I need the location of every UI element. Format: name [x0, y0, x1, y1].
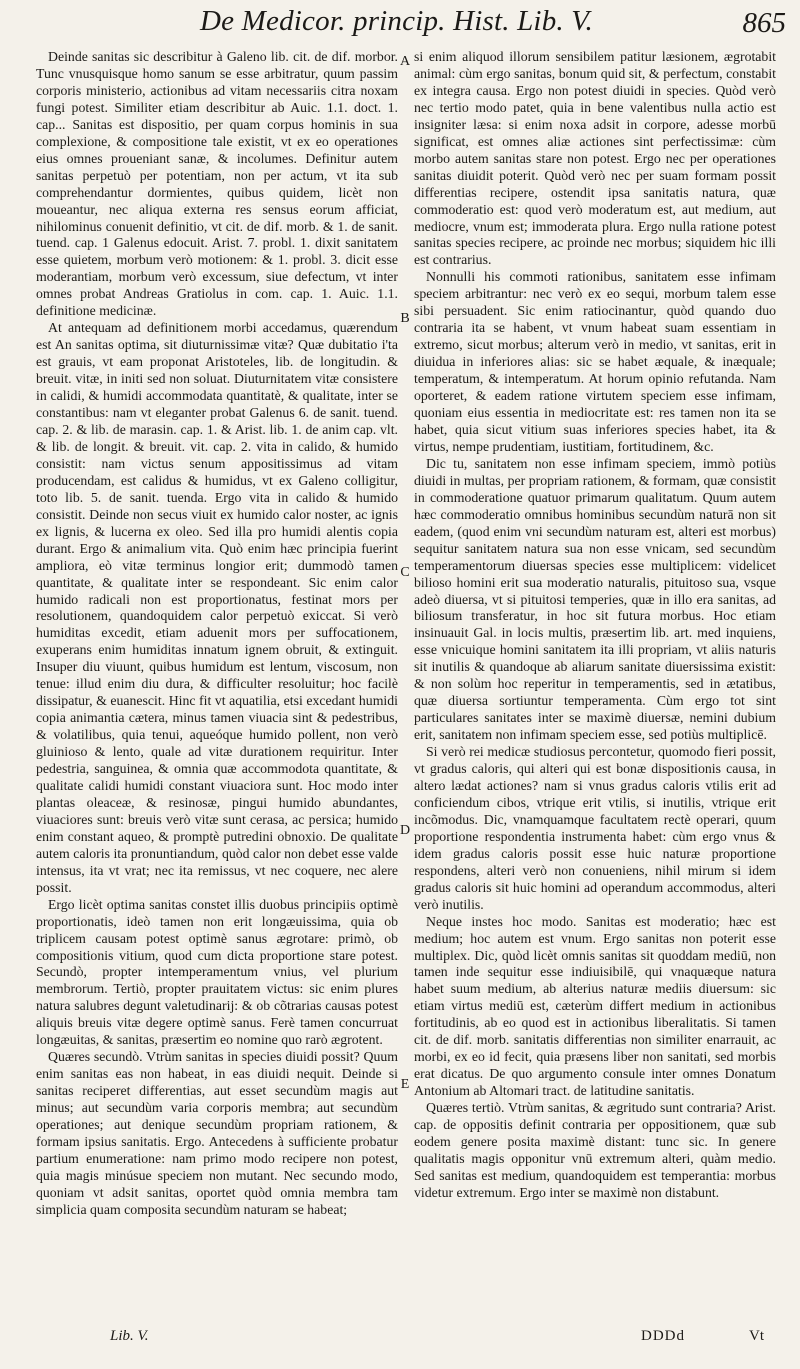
page-footer — [0, 1322, 800, 1362]
paragraph: Si verò rei medicæ studiosus percontetur, quomodo fieri possit, vt gradus caloris, qui alteri qui est bonæ dispositionis causa, in altero lædat actiones? nam si vnus gradus caloris vtilis erit ad conficiendum cibos, vtrique erit vtilis, si inutilis, vtrique erit incõmodus. Dic, vnamquamque facultatem rectè operari, quum proportione respondentia instrumenta habet: cùm ergo vnus & idem gradus caloris possit esse huic naturæ proportione respondens, alteri verò non conueniens, nihil mirum si idem gradus caloris sit huic homini ad operandum accommodus, alteri verò inutilis. — [414, 744, 776, 912]
paragraph: Ergo licèt optima sanitas constet illis duobus principiis optimè proportionatis, ideò tamen non erit longæuissima, quia ob triplicem causam potest optimè sanus ægrotare: primò, ob compositionis vitium, quod cum dicta proportione stare potest. Secundò, propter intemperamentum vnius, vel plurium membrorum. Tertiò, propter prauitatem victus: sic enim plures natura salubres degunt valetudinarij: & ob cõtrarias causas potest aliquis breuis vitæ degere optimè sanus. Ferè tamen concurruat longæuitas, & sanitas, præsertim eo nomine quo rarò ægrotent. — [36, 896, 398, 1048]
margin-letter-c: C — [400, 565, 410, 580]
margin-letter-d: D — [399, 823, 411, 838]
page-number: 865 — [742, 7, 786, 39]
right-column — [414, 49, 776, 1202]
paragraph: Quæres tertiò. Vtrùm sanitas, & ægritudo sunt contraria? Arist. cap. de oppositis definit contraria per oppositionem, quæ sub eodem genere posita maximè distant: tunc sic. In genere qualitatis magis opponitur vnū extremum alteri, quàm medio. Sed sanitas est medium, quandoquidem est temperantia: morbus videtur extremum. Ergo inter se maximè non distabunt. — [414, 1100, 776, 1200]
paragraph: Neque instes hoc modo. Sanitas est moderatio; hæc est medium; hoc autem est vnum. Ergo sanitas non poterit esse multiplex. Dic, quòd licèt omnis sanitas sit quoddam mediū, non tamen inde sequitur esse indiuisibilē, qui vnaquæque natura habet suum medium, ab alterius naturæ mediis diuersum: sic etiam virtus mediū est, cæterùm differt medium in actionibus fortitudinis, ab eo quod est in actionibus liberalitatis. Si tamen cit. de dif. morb. sanitatis differentias non similiter enarrauit, ac morbi, ex eo id fecit, quia præsens liber non sanitati, sed morbis erat dicatus. De quo argumento consule inter omnes Donatum Antonium ab Altomari tract. de latitudine sanitatis. — [414, 913, 776, 1099]
signature-mark: DDDd — [641, 1328, 685, 1344]
paragraph: si enim aliquod illorum sensibilem patitur læsionem, ægrotabit animal: cùm ergo sanitas, bonum quid sit, & perfectum, constabit ex integra causa. Ergo non potest diuidi in species. Quòd verò nec tertio modo patet, quia in bene valentibus nulla actio est insigniter læsa: si enim noxa adsit in corpore, adesse morbū significat, est omnes aliæ actiones sint perfectissimæ: cùm morbo autem sanitas stare non potest. Ergo nec per operationes sanitas diuidit poterit. Quòd verò nec per suam formam possit differentias recipere, ostendit ipsa sanitatis natura, quæ commoderatio est: quod verò moderatum est, aut medium, aut mediocre, vnum est; immoderata plura. Ergo nulla ratione potest sanitas species recipere, ac proinde nec morbus; siquidem hic illi est contrarius. — [414, 49, 776, 268]
paragraph: At antequam ad definitionem morbi accedamus, quærendum est An sanitas optima, sit diuturnissimæ vitæ? Quæ dubitatio i'ta est grauis, vt eam proponat Aristoteles, lib. de longitudin. & breuit. vitæ, in initi sed non soluat. Diuturnitatem vitæ consistere in calidi, & humidi accommodata quantitatè, & qualitate, inter se constantibus: nam vt eleganter probat Galenus 6. de sanit. tuend. cap. 2. & lib. de marasin. cap. 1. & Arist. lib. 1. de anim cap. vlt. & lib. de longit. & breuit. vit. cap. 2. vita in calido, & humido consistit: nam victus senum appositissimus ad vitam producendam, est calidus & humidus, vt ex Galeno colligitur, toto lib. 5. de sanit. tuenda. Ergo vita in calido & humido consistit. Deinde non secus viuit ex humido calor noster, ac ignis ex lignis, & lucerna ex oleo. Sed illa pro humidi alentis copia durant. Ergo & animalium vita. Quò enim hæc principia fuerint ampliora, eò vitæ terminus longior erit; dummodò tamen quantitate, & qualitate inter se respondeant. Sic enim calor humido radicali non est proportionatus, festinat mors per resolutionem, quandoquidem calor perpetuò exiccat. Si verò humiditas excedit, etiam aduenit mors per suffocationem, exuperans enim humiditas innatum ignem obruit, & extinguit. Insuper diu viuunt, quibus humidum est lentum, viscosum, non tenue: illud enim diu dura, & difficulter resoluitur; hoc facilè dissipatur, & euanescit. Hinc fit vt aquatilia, etsi excedant humidi copia animantia cætera, minus tamen viuacia sint & pedestribus, & volatilibus, quia tenui, aqueóque humido pollent, non verò gluinioso & lento, quale ad vitæ durationem requiritur. Inter pedestria, sanguinea, & omnia quæ accommodota quantitate, & qualitate calidi humidi constant viuaciora sunt. Hoc modo inter plantas oleaceæ, & resinosæ, pingui humido abundantes, viuaciores sunt: breuis verò vitæ sunt cerasa, ac persica; humido enim constant aqueo, & promptè putredini obnoxio. De qualitate autem caloris ita pronuntiandum, quòd calor non debet esse valde intensus, ita vt vrat; nec ita remissus, vt nec coquere, nec alere possit. — [36, 320, 398, 895]
paragraph: Nonnulli his commoti rationibus, sanitatem esse infimam speciem arbitrantur: nec verò ex eo sequi, morbum talem esse sibi persuadent. Sic enim ratiocinantur, quòd quando duo contraria ita se habent, vt vnum habeat suam essentiam in extremo, sicut morbus; alterum verò in medio, vt sanitas, erit in diuidua in inferiores alias: sic se habet æquale, & inæquale; temperatum, & intemperatum. At horum opinio refutanda. Nam oporteret, & eadem ratione virtutem speciem esse infimam, quoniam eius essentia in mediocritate est: res tamen non ita se habet, quia sicut vitium suas inferiores species habet, ita & virtus, nempe prudentiam, iustitiam, fortitudinem, &c. — [414, 269, 776, 454]
running-header — [0, 0, 800, 48]
paragraph: Deinde sanitas sic describitur à Galeno lib. cit. de dif. morbor. Tunc vnusquisque homo sanum se esse arbitratur, quum passim corporis ministerio, actionibus ad vitam necessariis citra noxam fungi potest. Similiter etiam describitur ab Auic. 1.1. doct. 1. cap... Sanitas est dispositio, per quam corpus hominis in sua complexione, & compositione tale existit, vt ex eo operationes eius omnes proueniant sanæ, & incolumes. Definitur autem sanitas perpetuò per potentiam, non per actum, vt ita sub comprehendantur dormientes, quibus quidem, licèt non moueantur, nec aliqua externa res sensus eorum afficiat, nihilominus conuenit definitio, vt cit. de dif. morb. & 1. de sanit. tuend. cap. 1 Galenus edocuit. Arist. 7. probl. 1. dixit sanitatem esse quietem, morbum verò motionem: & 1. probl. 3. dicit esse moderantiam, morbum verò excessum, siue defectum, vt inter omnes probat Andreas Gratiolus in com. cap. 1. Auic. 1.1. definitione medicinæ. — [36, 49, 398, 319]
paragraph: Dic tu, sanitatem non esse infimam speciem, immò potiùs diuidi in multas, per propriam rationem, & formam, quæ consistit in commoderatione quatuor primarum qualitatum. Quum autem hæc commoderatio omnibus hominibus secundùm naturā non sit eadem, (quod enim vni secundùm naturam est, alteri est morbus) sequitur sanitatem natura sua non esse vnicam, sed secundùm temperamentorum diuersas species esse multiplicem: videlicet bilioso homini erit sua moderatio naturalis, pituitoso sua, vsque adeò diuersa, vt si pituitosi temperies, quæ in illo era sanitas, ad biliosum transferatur, in hoc sit futura morbus. Hoc etiam insinuauit Gal. in locis multis, præsertim lib. art. med inquiens, esse vnicuique homini sanitatem ita illi propriam, vt aliis naturis sit inutilis & quandoque ab aliarum sanitate diuersissima existit: & non solùm hoc reperitur in temperamentis, sed in ætatibus, quæ diuersa sortiuntur temperamenta. Cùm ergo tot sint particulares sanitates inter se maximè diuersæ, nemini dubium erit, sanitatem non infimam speciem esse, sed potiùs multiplicē. — [414, 455, 776, 743]
catchword: Vt — [749, 1328, 764, 1344]
margin-letter-e: E — [400, 1077, 410, 1092]
left-column — [36, 49, 398, 1219]
margin-letter-a: A — [399, 54, 411, 69]
paragraph: Quæres secundò. Vtrùm sanitas in species diuidi possit? Quum enim sanitas eas non habeat, in eas diuidi nequit. Deinde si sanitas reciperet differentias, aut esset secundùm magis aut minus; aut secundùm varia corporis membra; aut secundùm operationes; aut denique secundùm propriam rationem, & formam ipsius sanitatis. Ergo. Antecedens à sufficiente probatur partium enumeratione: nam primo modo recipere non potest, quia magis minúsue speciem non mutant. Nec secundo modo, quoniam vt adsit sanitas, oportet quòd omnia membra tam simplicia quam composita secundùm naturam se habeat; — [36, 1049, 398, 1217]
margin-letter-b: B — [400, 311, 410, 326]
footer-book-label: Lib. V. — [110, 1328, 149, 1344]
running-title: De Medicor. princip. Hist. Lib. V. — [200, 5, 593, 37]
